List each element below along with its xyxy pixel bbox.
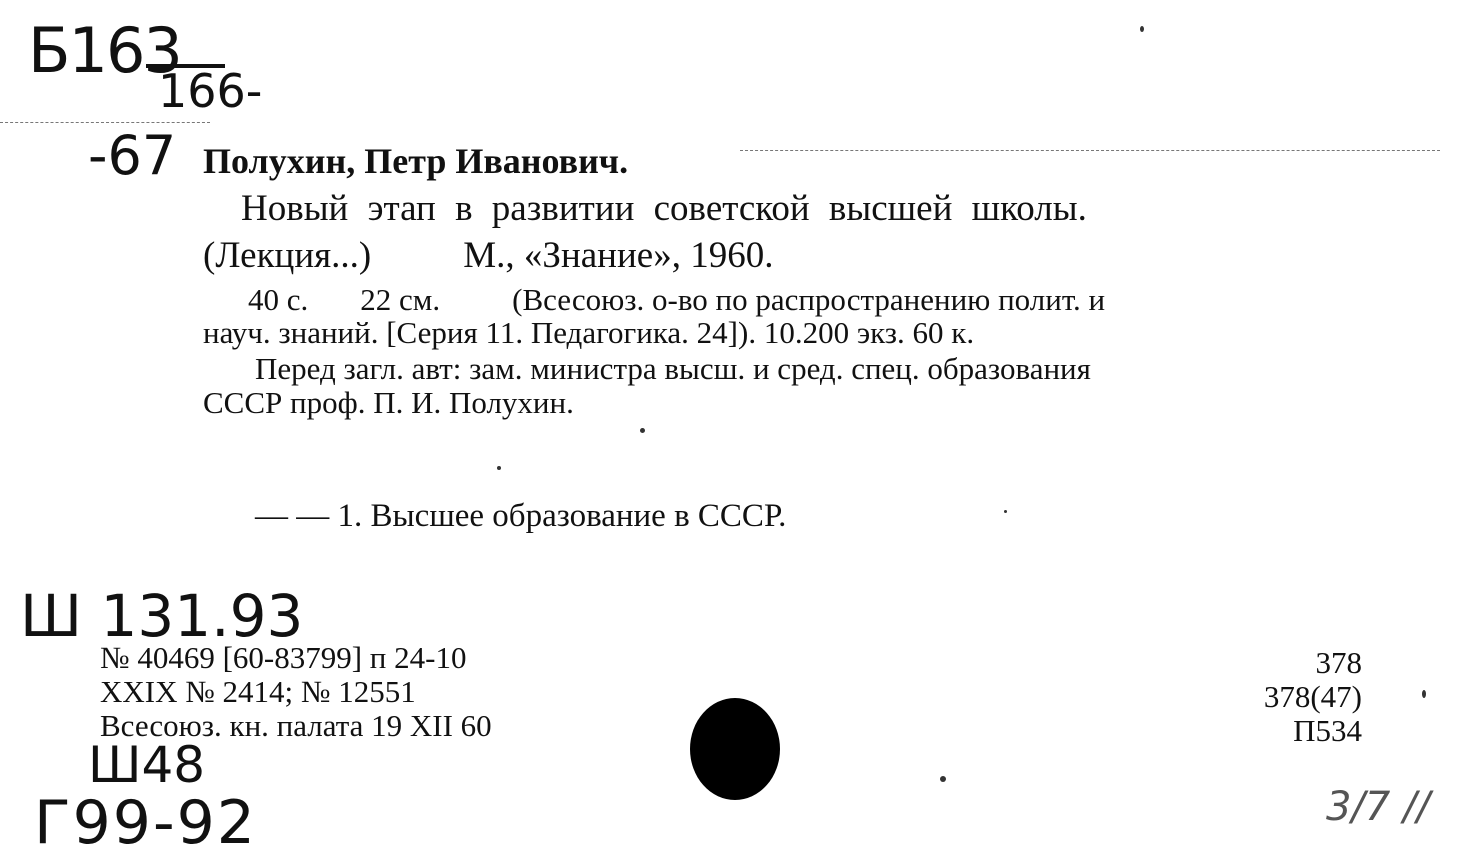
- accession-line-1: № 40469 [60-83799] п 24-10: [100, 640, 467, 675]
- classification-line-1: 378: [1315, 645, 1362, 680]
- accession-line-3: Всесоюз. кн. палата 19 XII 60: [100, 708, 492, 743]
- series-note-line-1: (Всесоюз. о-во по распространению полит. и: [512, 282, 1106, 317]
- publication-imprint: М., «Знание», 1960.: [463, 235, 774, 276]
- author-note-line-1: Перед загл. авт: зам. министра высш. и сред. спец. образования: [255, 351, 1091, 386]
- classification-line-2: 378(47): [1263, 679, 1362, 714]
- dust-speck: [1004, 510, 1007, 513]
- dust-speck: [1140, 26, 1144, 32]
- handwritten-shelf-mark: Ш 131.93: [20, 582, 304, 650]
- punch-hole: [690, 698, 780, 800]
- series-note-line-2: науч. знаний. [Серия 11. Педагогика. 24]). 10.200 экз. 60 к.: [203, 315, 975, 350]
- scan-streak: [740, 150, 1440, 151]
- handwritten-shelf-mark-2: Ш48: [88, 736, 206, 794]
- handwritten-code-right: 3/7 //: [1326, 784, 1431, 830]
- dust-speck: [940, 776, 946, 782]
- accession-line-2: XXIX № 2414; № 12551: [100, 674, 416, 709]
- dust-speck: [1422, 690, 1426, 698]
- subject-heading: — — 1. Высшее образование в СССР.: [255, 498, 787, 534]
- author-note-line-2: СССР проф. П. И. Полухин.: [203, 385, 574, 420]
- classification-line-3: П534: [1293, 713, 1362, 748]
- author-heading: Полухин, Петр Иванович.: [203, 141, 629, 181]
- page-count: 40 с.: [248, 282, 309, 317]
- handwritten-code-bottom: Г99-92: [34, 788, 257, 858]
- dust-speck: [640, 428, 645, 433]
- handwritten-call-number-end: -67: [88, 124, 177, 187]
- book-size: 22 см.: [360, 282, 441, 317]
- handwritten-call-number-top: Б163: [28, 14, 181, 87]
- scan-streak: [0, 122, 210, 123]
- book-title: Новый этап в развитии советской высшей школы.: [241, 188, 1087, 229]
- physical-description: [248, 282, 1105, 318]
- handwritten-call-number-mid: 166-: [158, 64, 263, 118]
- dust-speck: [497, 466, 501, 470]
- series-label: (Лекция...): [203, 235, 372, 276]
- series-and-imprint: [203, 234, 773, 277]
